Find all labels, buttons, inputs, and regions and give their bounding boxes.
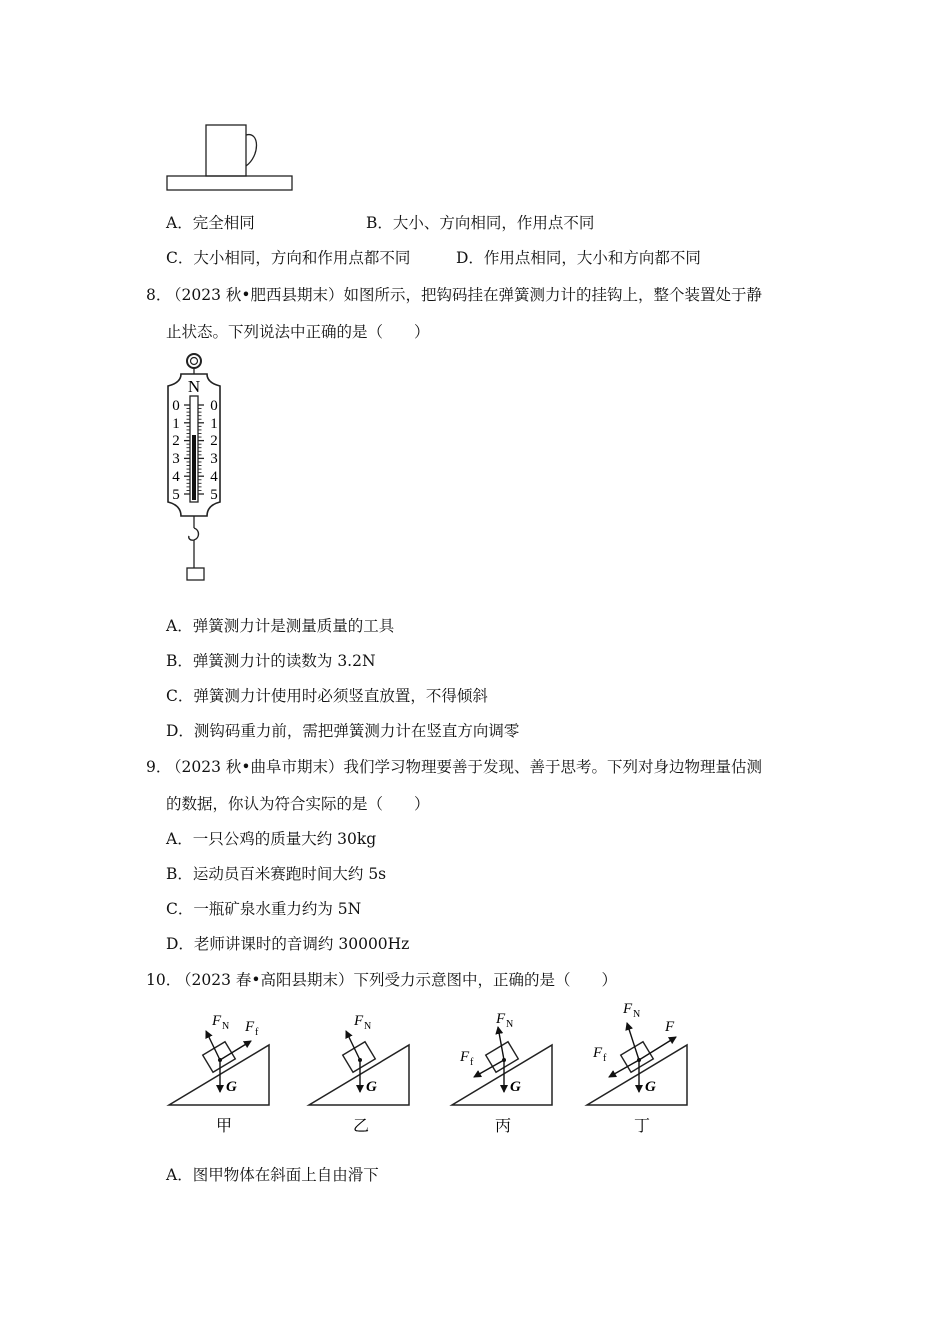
label-normal-sub: N [364,1021,372,1032]
arrow-friction [220,1041,251,1060]
q7-option-d: D．作用点相同，大小和方向都不同 [456,249,701,267]
label-normal-force: F [623,1001,633,1017]
scale-unit-label: N [187,377,201,396]
q7-option-c: C．大小相同，方向和作用点都不同 [166,249,411,267]
label-normal-force: F [496,1011,506,1027]
scale-right-tick: 0 [210,398,218,414]
label-normal-sub: N [222,1021,230,1032]
label-friction: F [245,1019,255,1035]
figure-ding [587,1001,687,1135]
q8-stem-line2: 止状态。下列说法中正确的是（ ） [166,323,430,341]
label-gravity: G [366,1079,377,1095]
arrow-friction [609,1060,639,1077]
q8-option-c: C．弹簧测力计使用时必须竖直放置，不得倾斜 [166,687,488,705]
q9-option-a: A．一只公鸡的质量大约 30kg [166,830,377,848]
label-applied-force: F [665,1019,675,1035]
q8-option-b: B．弹簧测力计的读数为 3.2N [166,652,376,670]
label-normal-sub: N [633,1009,641,1020]
cup-on-table-figure [160,118,300,198]
q9-option-d: D．老师讲课时的音调约 30000Hz [166,935,410,953]
q7-option-b: B．大小、方向相同，作用点不同 [366,214,595,232]
scale-right-tick: 3 [210,451,218,467]
hook-weight [187,568,204,580]
label-friction-sub: f [470,1057,474,1068]
q9-option-b: B．运动员百米赛跑时间大约 5s [166,865,387,883]
incline-force-diagrams [160,995,700,1140]
q9-stem-line1: （2023 秋•曲阜市期末）我们学习物理要善于发现、善于思考。下列对身边物理量估测 [166,758,763,776]
scale-left-tick: 0 [172,398,180,414]
figure-label-yi: 乙 [352,1116,370,1135]
label-normal-force: F [354,1013,364,1029]
q8-number: 8． [146,286,172,304]
scale-left-tick: 1 [172,416,180,432]
arrow-friction [474,1060,504,1077]
figure-jia [169,1013,269,1135]
label-normal-force: F [212,1013,222,1029]
label-friction: F [593,1045,603,1061]
scale-right-tick: 2 [210,433,218,449]
arrow-normal-force [627,1023,639,1060]
scale-left-tick: 3 [172,451,180,467]
scale-right-tick: 5 [210,487,218,503]
scale-ring [187,354,201,368]
q7-option-a: A．完全相同 [166,214,255,232]
scale-left-tick: 5 [172,487,180,503]
scale-right-ticks [210,398,218,503]
q9-option-c: C．一瓶矿泉水重力约为 5N [166,900,362,918]
figure-label-ding: 丁 [633,1116,651,1135]
label-gravity: G [510,1079,521,1095]
figure-label-jia: 甲 [215,1116,233,1135]
q8-option-d: D．测钩码重力前，需把弹簧测力计在竖直方向调零 [166,722,520,740]
label-friction: F [460,1049,470,1065]
scale-left-tick: 4 [172,469,180,485]
arrow-normal-force [498,1027,504,1060]
q9-number: 9． [146,758,172,776]
label-gravity: G [645,1079,656,1095]
q10-number: 10． [146,971,182,989]
q10-stem: （2023 春•高阳县期末）下列受力示意图中，正确的是（ ） [176,971,618,989]
cup-handle [246,135,257,166]
scale-right-tick: 4 [210,469,218,485]
incline [309,1045,409,1105]
label-normal-sub: N [506,1019,514,1030]
incline [169,1045,269,1105]
label-friction-sub: f [603,1053,607,1064]
scale-right-tick: 1 [210,416,218,432]
q8-option-a: A．弹簧测力计是测量质量的工具 [166,617,395,635]
arrow-applied-force [639,1037,676,1060]
scale-hook [189,528,199,540]
q10-option-a: A．图甲物体在斜面上自由滑下 [166,1166,379,1184]
scale-left-ticks [172,398,180,503]
scale-left-tick: 2 [172,433,180,449]
label-gravity: G [226,1079,237,1095]
cup-body [206,125,246,176]
spring-scale-figure [160,350,235,585]
q8-stem-line1: （2023 秋•肥西县期末）如图所示，把钩码挂在弹簧测力计的挂钩上，整个装置处于静 [166,286,763,304]
figure-yi [309,1013,409,1135]
figure-bing [452,1011,552,1135]
figure-label-bing: 丙 [494,1116,512,1135]
table-board [167,176,292,190]
label-friction-sub: f [255,1027,259,1038]
q9-stem-line2: 的数据，你认为符合实际的是（ ） [166,795,430,813]
